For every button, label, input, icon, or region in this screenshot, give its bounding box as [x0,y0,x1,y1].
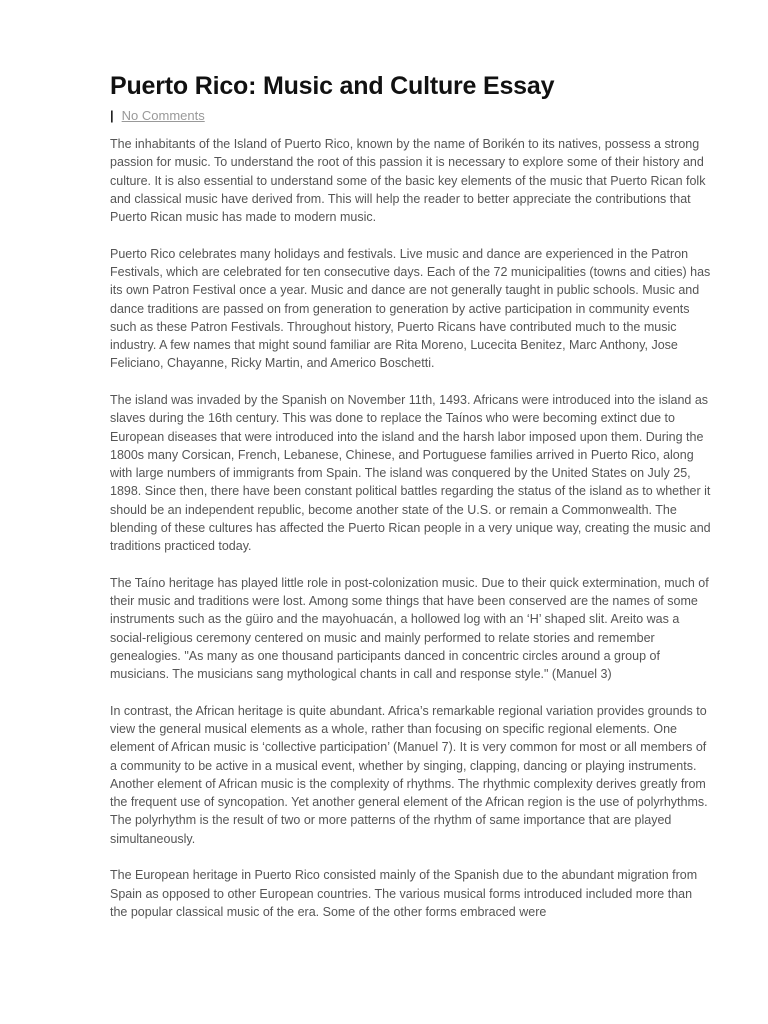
article-meta [110,107,712,125]
paragraph: The European heritage in Puerto Rico consisted mainly of the Spanish due to the abundant migration from Spain as opposed to other European countries. The various musical forms introduced included more than the popular classical music of the era. Some of the other forms embraced were [110,868,698,919]
paragraph: In contrast, the African heritage is quite abundant. Africa’s remarkable regional variation provides grounds to view the general musical elements as a whole, rather than focusing on specific regional elements. One element of African music is ‘collective participation’ (Manuel 7). It is very common for most or all members of a community to be active in a musical event, whether by singing, clapping, dancing or playing instruments. Another element of African music is the complexity of rhythms. The rhythmic complexity derives greatly from the frequent use of syncopation. Yet another general element of the African region is the use of polyrhythms. The polyrhythm is the result of two or more patterns of the rhythm of same importance that are played simultaneously. [110,703,708,846]
paragraph: The Taíno heritage has played little role in post-colonization music. Due to their quick extermination, much of their music and traditions were lost. Among some things that have been conserved are the names of some instruments such as the güiro and the mayohuacán, a hollowed log with an ‘H’ shaped slit. Areito was a social-religious ceremony centered on music and mainly performed to relate stories and remember genealogies. "As many as one thousand participants danced in concentric circles around a group of musicians. The musicians sang mythological chants in call and response style." (Manuel 3) [110,575,709,681]
comments-link[interactable]: No Comments [121,108,205,123]
article [110,70,712,940]
paragraph: Puerto Rico celebrates many holidays and festivals. Live music and dance are experienced in the Patron Festivals, which are celebrated for ten consecutive days. Each of the 72 municipalities (towns and cities) has its own Patron Festival once a year. Music and dance are not generally taught in public schools. Music and dance traditions are passed on from generation to generation by active participation in community events such as these Patron Festivals. Throughout history, Puerto Ricans have contributed much to the music industry. A few names that might sound familiar are Rita Moreno, Lucecita Benitez, Marc Anthony, Jose Feliciano, Chayanne, Ricky Martin, and Americo Boschetti. [110,246,711,371]
paragraph: The inhabitants of the Island of Puerto Rico, known by the name of Borikén to its natives, possess a strong passion for music. To understand the root of this passion it is necessary to explore some of their history and culture. It is also essential to understand some of the basic key elements of the music that Puerto Rican folk and classical music have derived from. This will help the reader to better appreciate the contributions that Puerto Rican music has made to modern music. [110,137,706,224]
article-body [110,135,712,921]
article-title: Puerto Rico: Music and Culture Essay [110,72,555,100]
meta-separator: | [110,108,114,123]
paragraph: The island was invaded by the Spanish on November 11th, 1493. Africans were introduced into the island as slaves during the 16th century. This was done to replace the Taínos who were becoming extinct due to European diseases that were introduced into the island and the harsh labor imposed upon them. During the 1800s many Corsican, French, Lebanese, Chinese, and Portuguese families arrived in Puerto Rico, along with large numbers of immigrants from Spain. The island was conquered by the United States on July 25, 1898. Since then, there have been constant political battles regarding the status of the island as to whether it should be an independent republic, become another state of the U.S. or remain a Commonwealth. The blending of these cultures has affected the Puerto Rican people in a very unique way, creating the music and traditions practiced today. [110,393,711,553]
